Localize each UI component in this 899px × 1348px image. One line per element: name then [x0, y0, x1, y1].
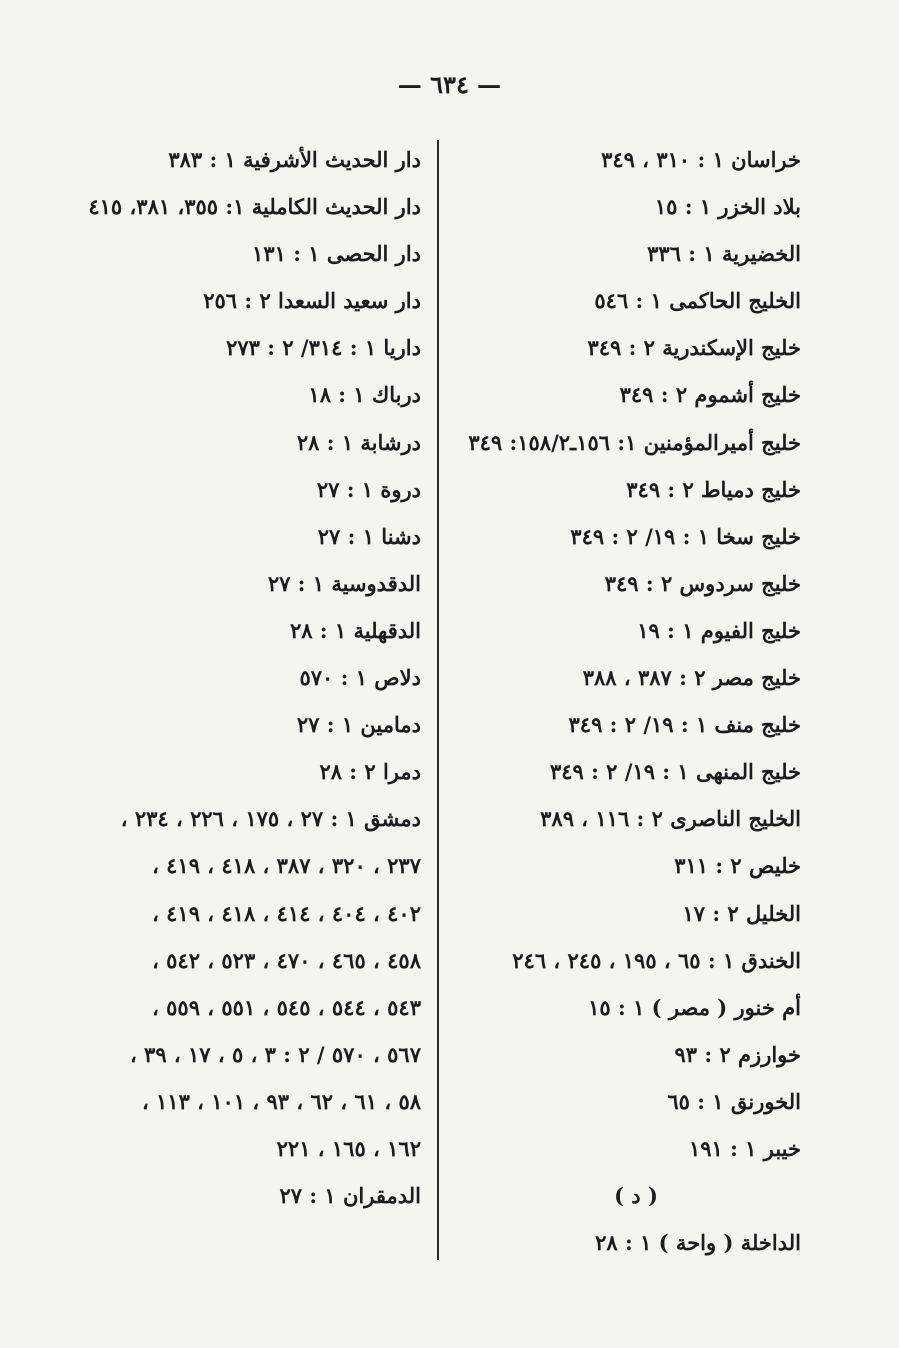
page-number: — ٦٣٤ — — [397, 70, 502, 99]
index-entry: الدقهلية ١ : ٢٨ — [289, 617, 421, 643]
index-entry: داريا ١ : ٣١٤/ ٢ : ٢٧٣ — [226, 335, 421, 361]
section-letter-heading: ( د ) — [614, 1183, 658, 1209]
index-entry: دار سعيد السعدا ٢ : ٢٥٦ — [203, 288, 421, 314]
index-entry-continuation: ٥٦٧ ، ٥٧٠ / ٢ : ٣ ، ٥ ، ١٧ ، ٣٩ ، — [129, 1041, 421, 1067]
index-entry: الخورنق ١ : ٦٥ — [667, 1088, 801, 1114]
index-entry: خليج سخا ١ : ١٩/ ٢ : ٣٤٩ — [570, 523, 801, 549]
index-entry: الخليج الحاكمى ١ : ٥٤٦ — [594, 288, 801, 314]
index-entry: دار الحصى ١ : ١٣١ — [252, 241, 421, 267]
index-entry: دمشق ١ : ٢٧ ، ١٧٥ ، ٢٢٦ ، ٢٣٤ ، — [120, 806, 421, 832]
index-entry: خليج مصر ٢ : ٣٨٧ ، ٣٨٨ — [582, 665, 801, 691]
index-entry-continuation: ٥٤٣ ، ٥٤٤ ، ٥٤٥ ، ٥٥١ ، ٥٥٩ ، — [152, 994, 421, 1020]
index-entry-continuation: ٤٥٨ ، ٤٦٥ ، ٤٧٠ ، ٥٢٣ ، ٥٤٢ ، — [152, 947, 421, 973]
index-entry: دمامين ١ : ٢٧ — [296, 712, 421, 738]
index-entry: الداخلة ( واحة ) ١ : ٢٨ — [595, 1230, 801, 1256]
index-entry: الدمقران ١ : ٢٧ — [279, 1183, 421, 1209]
index-entry-continuation: ٢٣٧ ، ٣٢٠ ، ٣٨٧ ، ٤١٨ ، ٤١٩ ، — [152, 853, 421, 879]
index-entry: خليص ٢ : ٣١١ — [674, 853, 801, 879]
index-entry: أم خنور ( مصر ) ١ : ١٥ — [588, 994, 801, 1020]
index-column-left — [41, 136, 421, 1219]
index-entry: الخليج الناصرى ٢ : ١١٦ ، ٣٨٩ — [540, 806, 801, 832]
index-entry: خليج منف ١ : ١٩/ ٢ : ٣٤٩ — [568, 712, 801, 738]
index-entry: خراسان ١ : ٣١٠ ، ٣٤٩ — [601, 147, 801, 172]
index-column-right — [468, 136, 801, 1266]
index-entry: الخليل ٢ : ١٧ — [682, 900, 801, 926]
index-entry: الخضيرية ١ : ٣٣٦ — [647, 241, 801, 267]
index-entry: خيبر ١ : ١٩١ — [688, 1135, 801, 1161]
index-entry-continuation: ٤٠٢ ، ٤٠٤ ، ٤١٤ ، ٤١٨ ، ٤١٩ ، — [152, 900, 421, 926]
index-entry: خليج أميرالمؤمنين ١: ١٥٦ـ١٥٨/٢: ٣٤٩ — [468, 429, 801, 455]
index-entry: دشنا ١ : ٢٧ — [317, 523, 421, 549]
index-entry: الخندق ١ : ٦٥ ، ١٩٥ ، ٢٤٥ ، ٢٤٦ — [512, 947, 801, 973]
index-entry: دار الحديث الأشرفية ١ : ٣٨٣ — [168, 147, 421, 172]
index-entry: دمرا ٢ : ٢٨ — [319, 759, 421, 785]
index-entry: خليج الإسكندرية ٢ : ٣٤٩ — [587, 335, 801, 361]
index-entry: خليج دمياط ٢ : ٣٤٩ — [626, 476, 801, 502]
index-entry: بلاد الخزر ١ : ١٥ — [654, 194, 801, 220]
index-entry: الدقدوسية ١ : ٢٧ — [267, 570, 421, 596]
index-entry: خليج المنهى ١ : ١٩/ ٢ : ٣٤٩ — [549, 759, 801, 785]
index-entry-continuation: ١٦٢ ، ١٦٥ ، ٢٢١ — [276, 1135, 421, 1161]
index-entry: درشابة ١ : ٢٨ — [296, 429, 421, 455]
index-entry: خليج سردوس ٢ : ٣٤٩ — [604, 570, 801, 596]
index-entry-continuation: ٥٨ ، ٦١ ، ٦٢ ، ٩٣ ، ١٠١ ، ١١٣ ، — [141, 1088, 421, 1114]
index-entry: خوارزم ٢ : ٩٣ — [674, 1041, 801, 1067]
index-entry: خليج الفيوم ١ : ١٩ — [637, 617, 801, 643]
index-entry: دلاص ١ : ٥٧٠ — [299, 665, 421, 691]
index-entry: دار الحديث الكاملية ١: ٣٥٥، ٣٨١، ٤١٥ — [88, 194, 421, 220]
index-entry: خليج أشموم ٢ : ٣٤٩ — [619, 382, 801, 408]
index-entry: درباك ١ : ١٨ — [308, 382, 421, 408]
column-divider — [437, 140, 439, 1260]
index-entry: دروة ١ : ٢٧ — [316, 476, 421, 502]
